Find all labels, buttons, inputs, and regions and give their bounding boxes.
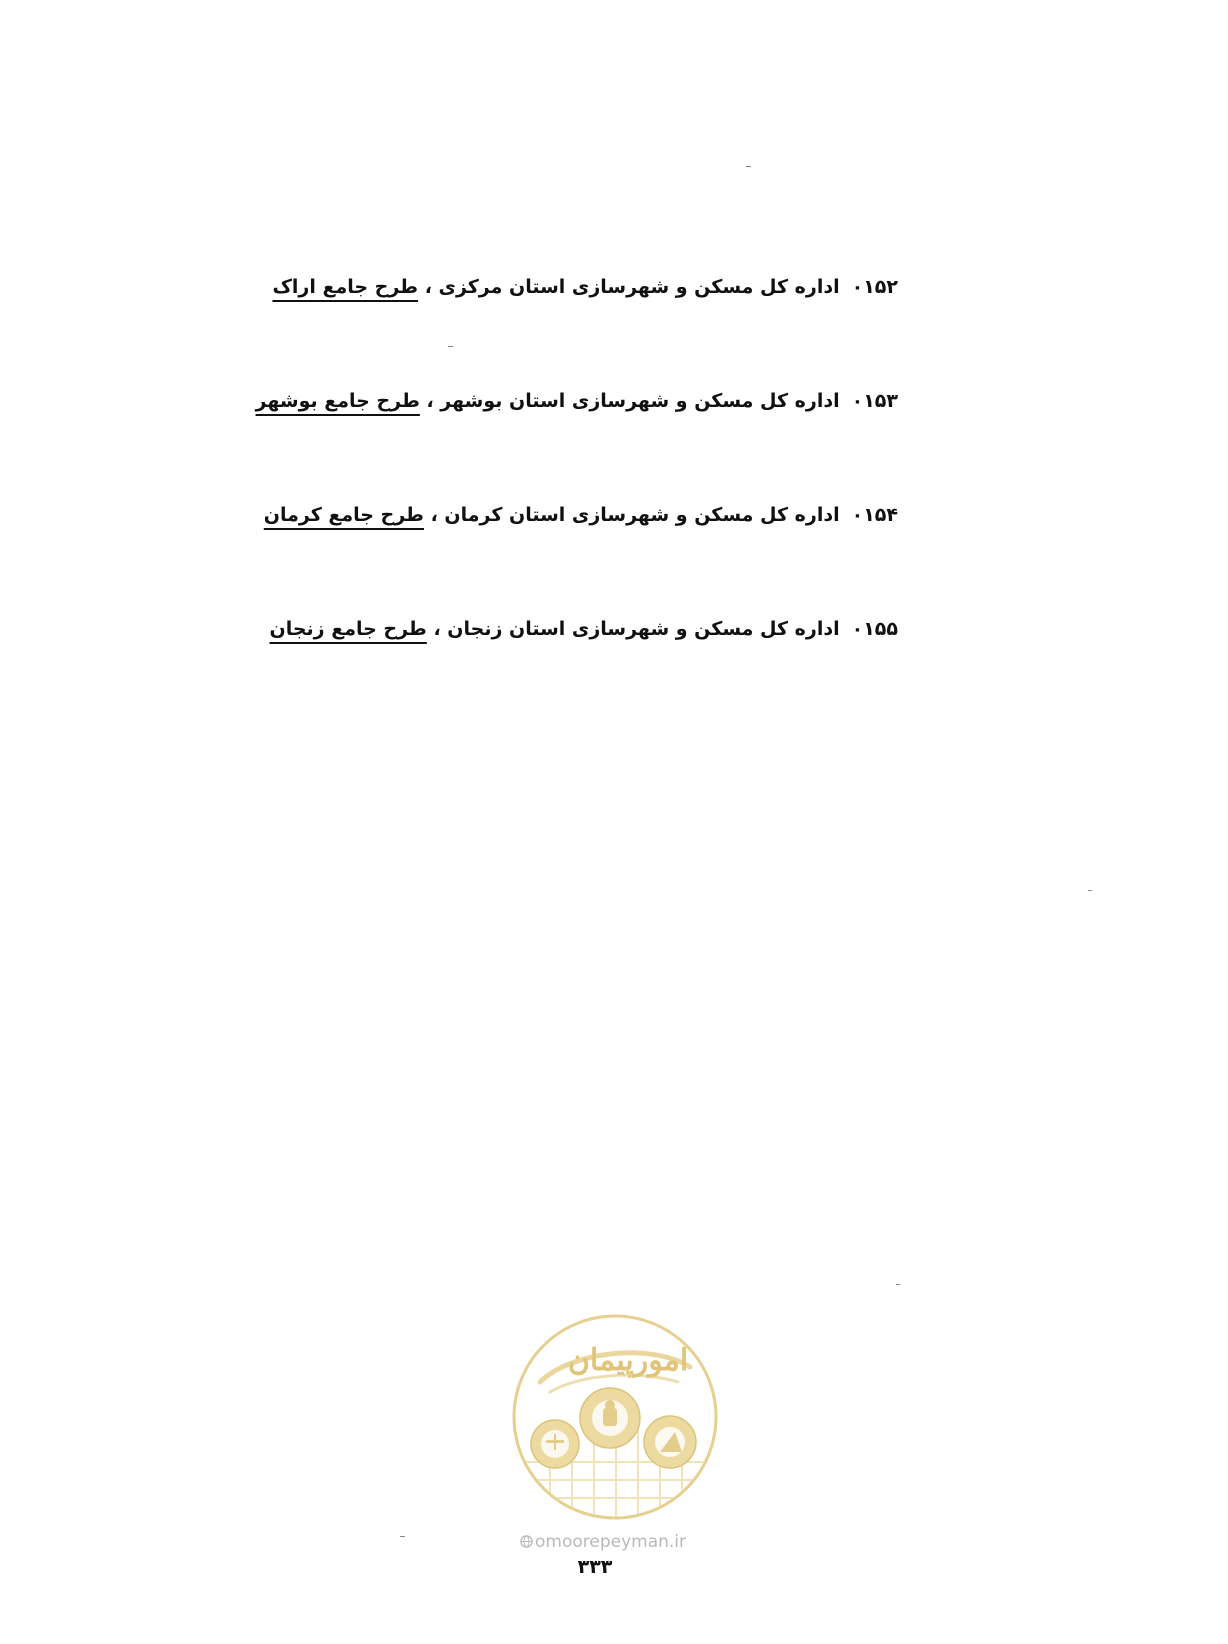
entry-text (272, 272, 839, 302)
entry-organization: اداره کل مسکن و شهرسازی استان زنجان ، (426, 618, 840, 640)
entry-organization: اداره کل مسکن و شهرسازی استان مرکزی ، (418, 276, 840, 298)
scan-speck (400, 1536, 405, 1537)
entry-text (264, 500, 840, 530)
entry-text (256, 386, 840, 416)
list-item (263, 500, 898, 614)
entry-number: ۰۱۵۳ (851, 390, 898, 412)
entry-organization: اداره کل مسکن و شهرسازی استان بوشهر ، (419, 390, 840, 412)
entry-title: طرح جامع اراک (272, 276, 419, 298)
entry-text (270, 614, 840, 644)
entry-title: طرح جامع بوشهر (255, 390, 420, 412)
entry-title: طرح جامع کرمان (263, 504, 424, 526)
entry-title: طرح جامع زنجان (269, 618, 427, 640)
list-item (255, 386, 898, 500)
watermark-url (520, 1532, 720, 1552)
entry-number: ۰۱۵۲ (851, 276, 898, 298)
list-item (272, 272, 898, 386)
globe-icon (520, 1535, 533, 1548)
page-number: ۳۳۳ (577, 1556, 613, 1578)
entry-organization: اداره کل مسکن و شهرسازی استان کرمان ، (423, 504, 840, 526)
entry-number: ۰۱۵۴ (851, 504, 898, 526)
scan-speck (1088, 890, 1092, 891)
scan-speck (746, 166, 751, 167)
watermark-url-text: omoorepeyman.ir (535, 1532, 687, 1552)
watermark-logo-icon (510, 1312, 720, 1522)
entry-number: ۰۱۵۵ (851, 618, 898, 640)
watermark-logo-text: امورپیمان (567, 1343, 689, 1378)
entry-list (255, 272, 898, 728)
scan-speck (896, 1284, 900, 1285)
list-item (269, 614, 898, 728)
